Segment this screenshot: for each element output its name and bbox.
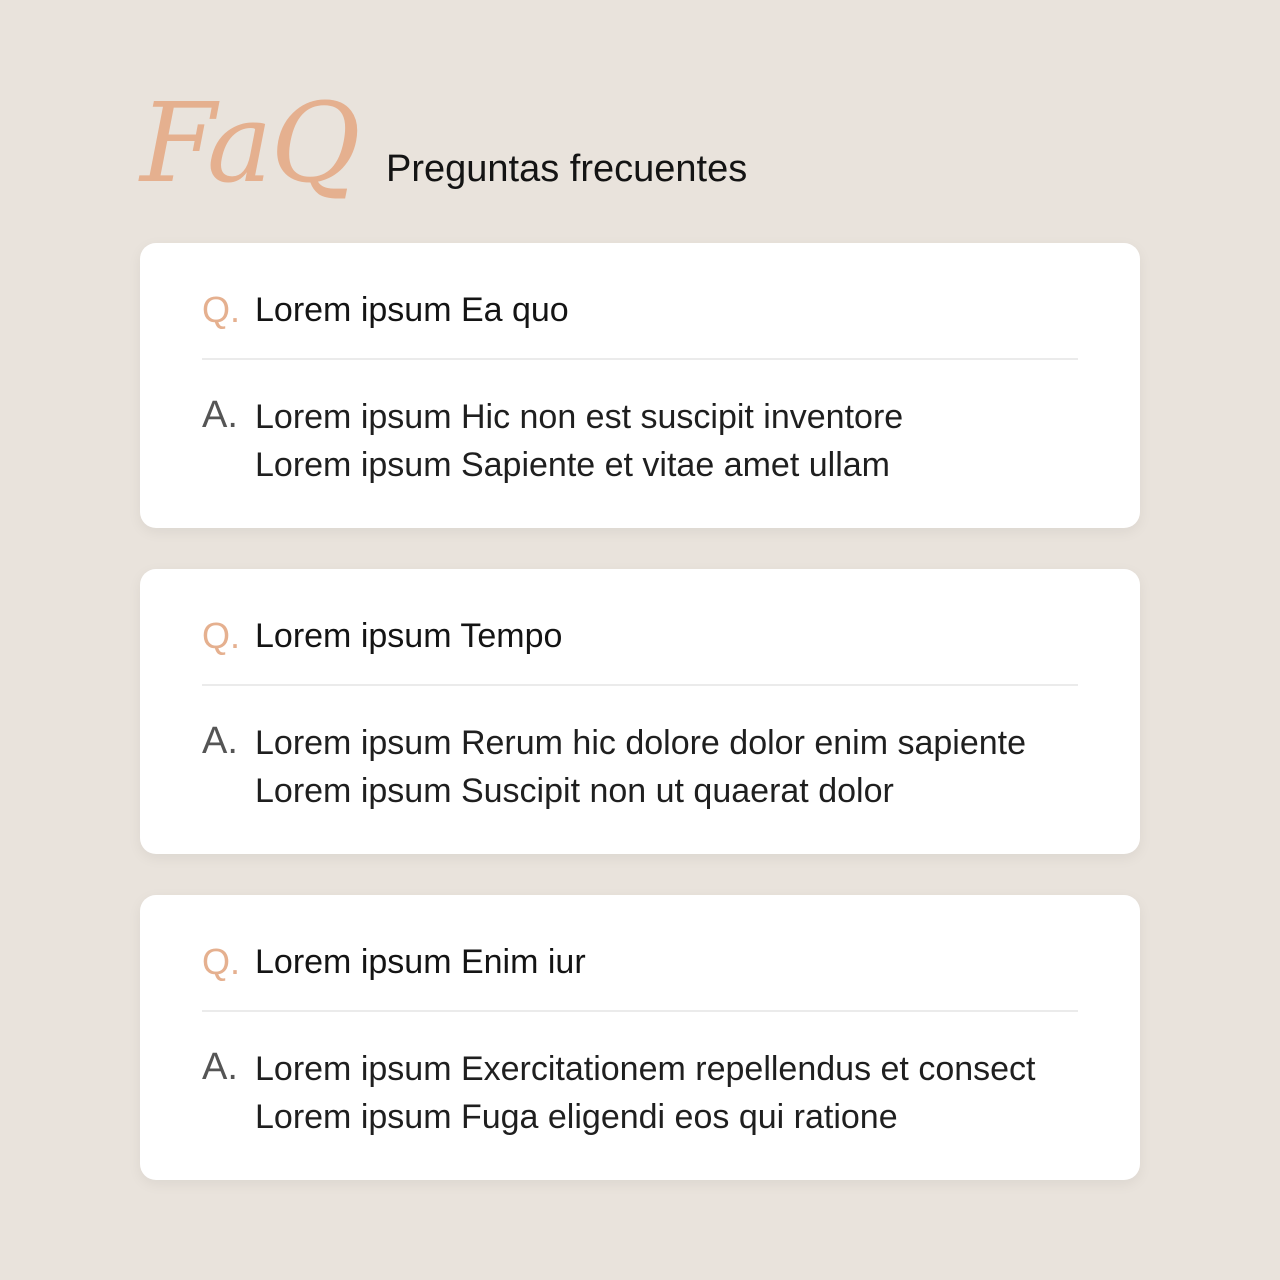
- faq-card-1: [140, 243, 1140, 528]
- question-row: [202, 287, 569, 333]
- question-marker: Q.: [202, 615, 241, 656]
- answer-text: [255, 393, 903, 489]
- faq-logo: FaQ: [140, 79, 359, 207]
- question-marker: Q.: [202, 941, 241, 982]
- question-text: Lorem ipsum Enim iur: [255, 942, 586, 981]
- answer-line: Lorem ipsum Exercitationem repellendus et consect: [255, 1050, 1036, 1088]
- answer-text: [255, 719, 1026, 815]
- answer-text: [255, 1045, 1036, 1141]
- answer-line: Lorem ipsum Hic non est suscipit inventore: [255, 398, 904, 436]
- answer-marker: A.: [202, 1046, 238, 1088]
- page-title: Preguntas frecuentes: [386, 148, 748, 190]
- answer-marker: A.: [202, 394, 238, 436]
- answer-line: Lorem ipsum Rerum hic dolore dolor enim sapiente: [255, 724, 1027, 762]
- answer-marker: A.: [202, 720, 238, 762]
- question-text: Lorem ipsum Tempo: [255, 616, 563, 655]
- question-row: [202, 939, 586, 985]
- divider: [202, 358, 1078, 360]
- header: [140, 79, 1140, 208]
- answer-line: Lorem ipsum Fuga eligendi eos qui ratione: [255, 1098, 898, 1136]
- answer-line: Lorem ipsum Suscipit non ut quaerat dolor: [255, 772, 894, 810]
- faq-card-2: [140, 569, 1140, 854]
- answer-line: Lorem ipsum Sapiente et vitae amet ullam: [255, 446, 890, 484]
- divider: [202, 1010, 1078, 1012]
- question-text: Lorem ipsum Ea quo: [255, 290, 569, 329]
- question-row: [202, 613, 562, 659]
- question-marker: Q.: [202, 289, 241, 330]
- faq-card-3: [140, 895, 1140, 1180]
- divider: [202, 684, 1078, 686]
